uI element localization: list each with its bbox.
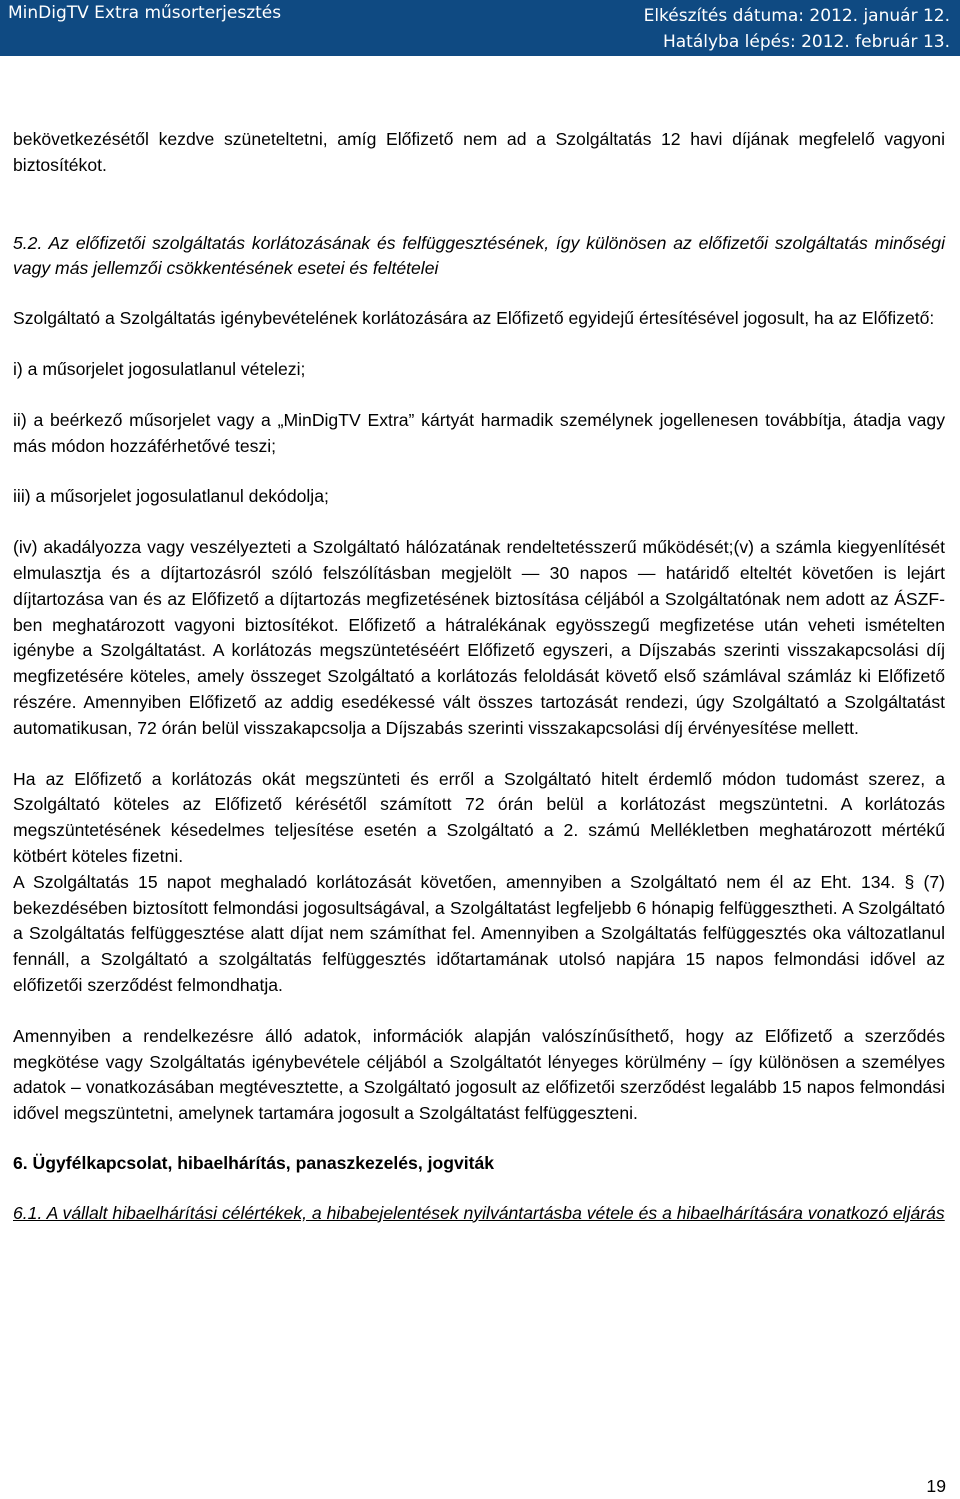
section-6-1-heading: 6.1. A vállalt hibaelhárítási célértékek, a hibabejelentések nyilvántartásba vétele és a hibaelhárítására vonatkozó eljárás <box>13 1202 945 1223</box>
header-title: MinDigTV Extra műsorterjesztés <box>8 3 282 23</box>
paragraph-suspension: A Szolgáltatás 15 napot meghaladó korlátozását követően, amennyiben a Szolgáltató nem él az Eht. 134. § (7) bekezdésében biztosított felmondási jogosultságával, a Szolgáltatást legfeljebb 6 hónapig felfüggesztheti. A Szolgáltató a Szolgáltatás felfüggesztése alatt díjat nem számíthat fel. Amennyiben a Szolgáltatás felfüggesztés oka változatlanul fennáll, a Szolgáltató a szolgáltatás felfüggesztés időtartamának utolsó napjára 15 napos felmondási idővel az előfizetői szerződést felmondhatja. <box>13 871 945 995</box>
header-prepared-date: Elkészítés dátuma: 2012. január 12. <box>643 6 950 26</box>
header-effective-date: Hatályba lépés: 2012. február 13. <box>662 32 950 52</box>
list-item-i: i) a műsorjelet jogosulatlanul vételezi; <box>13 358 306 379</box>
paragraph-continuation: bekövetkezésétől kezdve szüneteltetni, amíg Előfizető nem ad a Szolgáltatás 12 havi díjának megfelelő vagyoni biztosítékot. <box>13 129 945 175</box>
list-item-iii: iii) a műsorjelet jogosulatlanul dekódolja; <box>13 486 329 507</box>
paragraph-restriction-lift: Ha az Előfizető a korlátozás okát megszünteti és erről a Szolgáltató hitelt érdemlő módon tudomást szerez, a Szolgáltató köteles az Előfizető kérésétől számított 72 órán belül a korlátozást megszüntetni. A korlátozás megszüntetésének késedelmes teljesítése esetén a Szolgáltató a 2. számú Mellékletben meghatározott mértékű kötbért köteles fizetni. <box>13 768 945 866</box>
header-dates <box>644 3 950 55</box>
page-header <box>0 0 960 56</box>
section-5-2-title: 5.2. Az előfizetői szolgáltatás korlátozásának és felfüggesztésének, így különösen az előfizetői szolgáltatás minőségi vagy más jellemzői csökkentésének esetei és feltételei <box>13 232 945 279</box>
list-item-ii: ii) a beérkező műsorjelet vagy a „MinDigTV Extra” kártyát harmadik személynek jogellenesen továbbítja, átadja vagy más módon hozzáférhetővé teszi; <box>13 409 945 456</box>
document-body <box>13 127 945 1227</box>
page-number: 19 <box>926 1476 946 1496</box>
paragraph-termination: Amennyiben a rendelkezésre álló adatok, információk alapján valószínűsíthető, hogy az Előfizető a szerződés megkötése vagy Szolgáltatás igénybevétele céljából a Szolgáltatót lényeges körülmény – így különösen a személyes adatok – vonatkozásában megtévesztette, a Szolgáltató jogosult az előfizetői szerződést legalább 15 napos felmondási idővel megszüntetni, amelynek tartamára jogosult a Szolgáltatást felfüggeszteni. <box>13 1025 945 1124</box>
list-item-iv-v: (iv) akadályozza vagy veszélyezteti a Szolgáltató hálózatának rendeltetésszerű működését;(v) a számla kiegyenlítését elmulasztja és a díjtartozásról szóló felszólításban megjelölt — 30 napos — határidő elteltét követően is lejárt díjtartozása van és az Előfizető a díjtartozás megfizetésének biztosítása céljából a Szolgáltatónak nem adott az ÁSZF-ben meghatározott vagyoni biztosítékot. Előfizető a hátralékának egyösszegű megfizetése után veheti ismételten igénybe a Szolgáltatást. A korlátozás megszüntetéséért Előfizető egyszeri, a Díjszabás szerinti visszakapcsolási díj megfizetésére köteles, amely összeget Szolgáltató a korlátozás feloldását követő első számlával számláz ki Előfizető részére. Amennyiben Előfizető az addig esedékessé vált összes tartozását rendezi, úgy Szolgáltató a Szolgáltatást automatikusan, 72 órán belül visszakapcsolja a Díjszabás szerinti visszakapcsolási díj érvényesítése mellett. <box>13 537 945 738</box>
paragraph-restriction-intro: Szolgáltató a Szolgáltatás igénybevételének korlátozására az Előfizető egyidejű értesítésével jogosult, ha az Előfizető: <box>13 308 935 329</box>
section-6-heading: 6. Ügyfélkapcsolat, hibaelhárítás, panaszkezelés, jogviták <box>13 1152 495 1173</box>
